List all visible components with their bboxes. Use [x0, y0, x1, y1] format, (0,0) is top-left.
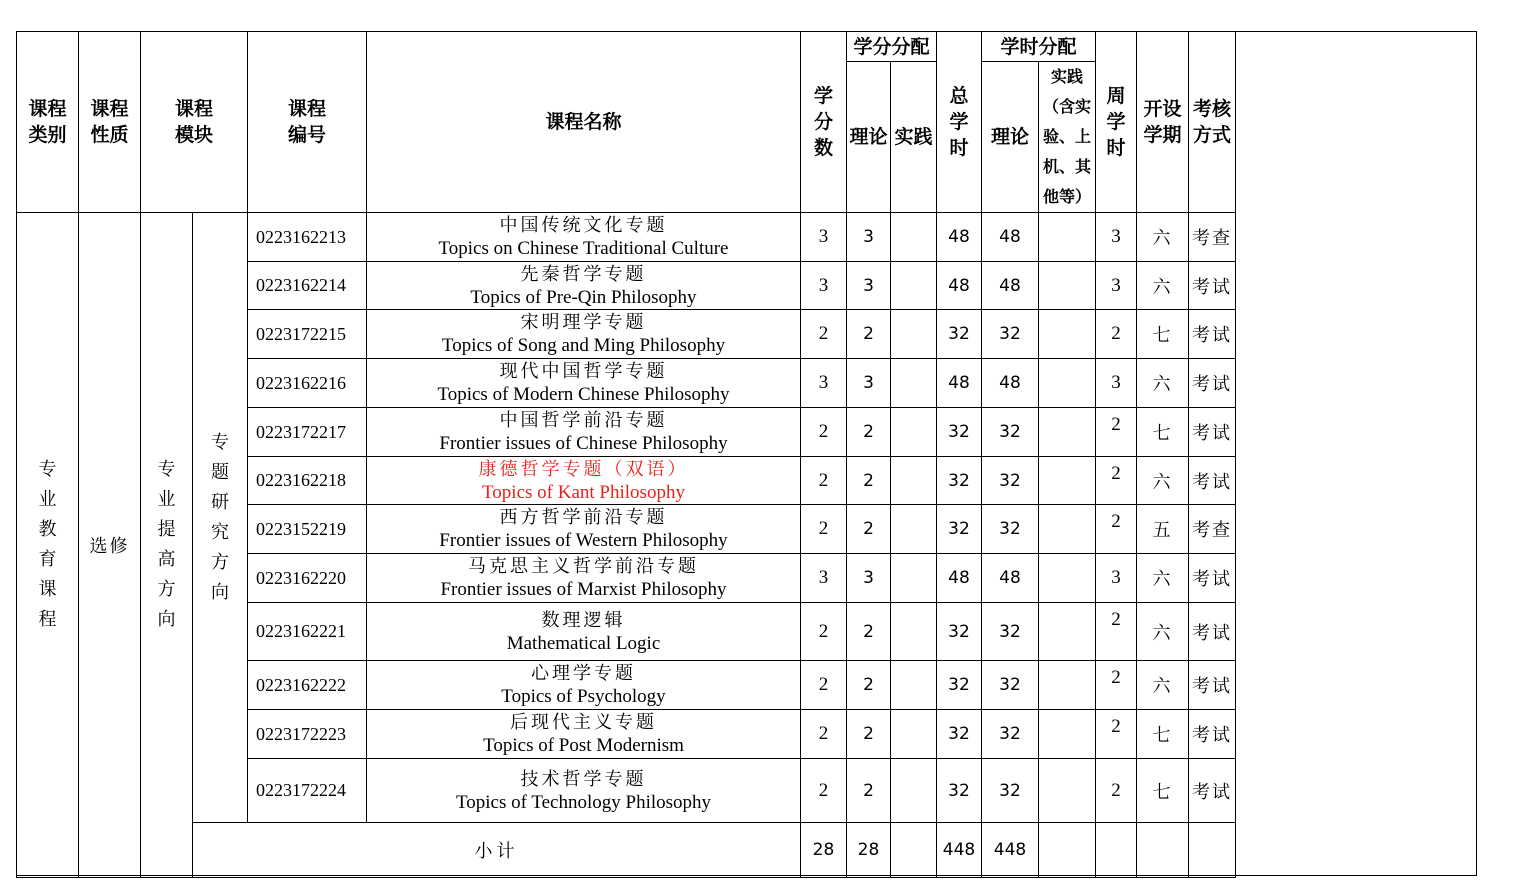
credit-practice-cell [891, 505, 937, 554]
credit-theory-cell: 3 [847, 554, 891, 603]
hours-theory-cell: 32 [982, 505, 1039, 554]
credits-cell: 2 [801, 661, 847, 710]
credits-cell: 2 [801, 759, 847, 823]
exam-cell: 考查 [1189, 505, 1236, 554]
subtotal-row [17, 823, 1236, 878]
hours-theory-cell: 48 [982, 359, 1039, 408]
exam-cell: 考试 [1189, 603, 1236, 661]
credits-cell: 3 [801, 554, 847, 603]
exam-cell: 考查 [1189, 213, 1236, 262]
hours-practice-cell [1039, 710, 1096, 759]
hours-total-cell: 48 [937, 213, 982, 262]
credits-cell: 2 [801, 408, 847, 457]
header-exam: 考核 方式 [1189, 32, 1236, 213]
hours-theory-cell: 48 [982, 213, 1039, 262]
semester-cell: 七 [1137, 408, 1189, 457]
semester-cell: 六 [1137, 603, 1189, 661]
subtotal-weekly [1096, 823, 1137, 878]
header-code: 课程 编号 [248, 32, 367, 213]
hours-theory-cell: 32 [982, 310, 1039, 359]
credit-practice-cell [891, 759, 937, 823]
course-name [367, 457, 801, 505]
exam-cell: 考试 [1189, 457, 1236, 505]
hours-theory-cell: 32 [982, 408, 1039, 457]
hours-theory-cell: 32 [982, 759, 1039, 823]
hours-total-cell: 32 [937, 310, 982, 359]
direction-cell-text: 专 题 研 究 方 向 [211, 431, 229, 603]
header-credit-theory: 理论 [847, 62, 891, 213]
exam-cell: 考试 [1189, 310, 1236, 359]
credit-theory-cell: 3 [847, 213, 891, 262]
hours-practice-cell [1039, 505, 1096, 554]
course-name [367, 359, 801, 408]
course-name [367, 603, 801, 661]
subtotal-semester [1137, 823, 1189, 878]
course-name [367, 554, 801, 603]
credits-cell: 2 [801, 505, 847, 554]
credit-theory-cell: 3 [847, 262, 891, 310]
exam-cell: 考试 [1189, 359, 1236, 408]
credit-practice-cell [891, 408, 937, 457]
course-name-en: Topics of Kant Philosophy [482, 481, 685, 503]
semester-cell: 六 [1137, 359, 1189, 408]
semester-cell: 五 [1137, 505, 1189, 554]
credit-theory-cell: 2 [847, 408, 891, 457]
course-name-cn: 先秦哲学专题 [520, 263, 647, 285]
hours-total-cell: 32 [937, 661, 982, 710]
course-name [367, 505, 801, 554]
header-nature: 课程 性质 [79, 32, 141, 213]
weekly-hours-cell: 2 [1096, 661, 1137, 710]
hours-total-cell: 32 [937, 603, 982, 661]
weekly-hours-cell: 2 [1096, 310, 1137, 359]
credit-theory-cell: 2 [847, 603, 891, 661]
hours-total-cell: 32 [937, 457, 982, 505]
hours-theory-cell: 48 [982, 554, 1039, 603]
module-cell [141, 213, 193, 878]
header-name: 课程名称 [367, 32, 801, 213]
course-name-cn: 西方哲学前沿专题 [499, 507, 668, 528]
course-code: 0223162218 [248, 457, 367, 505]
course-rows [17, 213, 1236, 878]
course-name [367, 213, 801, 262]
header-hours-total: 总 学 时 [937, 32, 982, 213]
exam-cell: 考试 [1189, 408, 1236, 457]
weekly-hours-cell: 2 [1096, 457, 1137, 505]
credit-theory-cell: 2 [847, 759, 891, 823]
course-code: 0223172215 [248, 310, 367, 359]
credit-theory-cell: 2 [847, 661, 891, 710]
subtotal-hours-practice [1039, 823, 1096, 878]
weekly-hours-cell: 3 [1096, 359, 1137, 408]
credits-cell: 2 [801, 603, 847, 661]
credits-cell: 2 [801, 310, 847, 359]
hours-practice-cell [1039, 603, 1096, 661]
hours-theory-cell: 32 [982, 603, 1039, 661]
course-name-cn: 马克思主义哲学前沿专题 [468, 556, 699, 577]
semester-cell: 七 [1137, 759, 1189, 823]
exam-cell: 考试 [1189, 661, 1236, 710]
course-name-cn: 后现代主义专题 [510, 712, 657, 733]
subtotal-credit-practice [891, 823, 937, 878]
hours-practice-cell [1039, 457, 1096, 505]
hours-total-cell: 32 [937, 710, 982, 759]
hours-total-cell: 32 [937, 759, 982, 823]
semester-cell: 七 [1137, 310, 1189, 359]
header-semester: 开设 学期 [1137, 32, 1189, 213]
credits-cell: 3 [801, 213, 847, 262]
semester-cell: 六 [1137, 262, 1189, 310]
course-code: 0223172217 [248, 408, 367, 457]
semester-cell: 七 [1137, 710, 1189, 759]
course-name [367, 408, 801, 457]
credits-cell: 2 [801, 710, 847, 759]
credit-practice-cell [891, 603, 937, 661]
weekly-hours-cell: 2 [1096, 710, 1137, 759]
nature-cell: 选修 [79, 213, 141, 878]
credit-practice-cell [891, 310, 937, 359]
course-name-cn: 心理学专题 [531, 663, 636, 684]
credit-theory-cell: 2 [847, 710, 891, 759]
header-hours-theory: 理论 [982, 62, 1039, 213]
header-weekly: 周 学 时 [1096, 32, 1137, 213]
exam-cell: 考试 [1189, 554, 1236, 603]
credit-practice-cell [891, 554, 937, 603]
course-code: 0223162216 [248, 359, 367, 408]
credit-practice-cell [891, 359, 937, 408]
credit-theory-cell: 2 [847, 505, 891, 554]
course-name [367, 262, 801, 310]
subtotal-hours-total: 448 [937, 823, 982, 878]
exam-cell: 考试 [1189, 710, 1236, 759]
semester-cell: 六 [1137, 661, 1189, 710]
course-name-cn: 中国传统文化专题 [499, 215, 668, 236]
weekly-hours-cell: 3 [1096, 554, 1137, 603]
weekly-hours-cell: 3 [1096, 213, 1137, 262]
hours-total-cell: 32 [937, 408, 982, 457]
course-code: 0223162213 [248, 213, 367, 262]
hours-practice-cell [1039, 262, 1096, 310]
course-code: 0223162222 [248, 661, 367, 710]
credit-theory-cell: 2 [847, 457, 891, 505]
header-module: 课程 模块 [141, 32, 248, 213]
header-hours-split: 学时分配 [982, 32, 1096, 62]
weekly-hours-cell: 2 [1096, 505, 1137, 554]
hours-practice-cell [1039, 759, 1096, 823]
subtotal-exam [1189, 823, 1236, 878]
hours-theory-cell: 32 [982, 457, 1039, 505]
course-name-en: Topics on Chinese Traditional Culture [438, 238, 729, 259]
weekly-hours-cell: 2 [1096, 408, 1137, 457]
header-credits: 学 分 数 [801, 32, 847, 213]
semester-cell: 六 [1137, 554, 1189, 603]
credit-theory-cell: 2 [847, 310, 891, 359]
course-code: 0223162220 [248, 554, 367, 603]
course-name-en: Frontier issues of Chinese Philosophy [439, 433, 728, 454]
course-name [367, 661, 801, 710]
course-name-en: Topics of Psychology [501, 686, 666, 707]
weekly-hours-cell: 3 [1096, 262, 1137, 310]
direction-cell [193, 213, 248, 823]
header-hours-practice: 实践 （含实 验、上 机、其 他等） [1039, 62, 1096, 213]
exam-cell: 考试 [1189, 759, 1236, 823]
course-code: 0223172223 [248, 710, 367, 759]
credits-cell: 3 [801, 359, 847, 408]
course-code: 0223152219 [248, 505, 367, 554]
semester-cell: 六 [1137, 457, 1189, 505]
course-name-cn: 现代中国哲学专题 [499, 361, 668, 382]
course-name-en: Mathematical Logic [506, 632, 661, 654]
semester-cell: 六 [1137, 213, 1189, 262]
course-name-cn: 数理逻辑 [541, 609, 626, 631]
header-category: 课程 类别 [17, 32, 79, 213]
credit-practice-cell [891, 213, 937, 262]
subtotal-credits: 28 [801, 823, 847, 878]
course-code: 0223162221 [248, 603, 367, 661]
module-cell-text: 专 业 提 高 方 向 [157, 459, 176, 630]
course-name [367, 759, 801, 823]
hours-practice-cell [1039, 408, 1096, 457]
exam-cell: 考试 [1189, 262, 1236, 310]
course-name [367, 310, 801, 359]
hours-total-cell: 32 [937, 505, 982, 554]
hours-theory-cell: 32 [982, 661, 1039, 710]
header-credit-split: 学分分配 [847, 32, 937, 62]
credits-cell: 3 [801, 262, 847, 310]
hours-total-cell: 48 [937, 554, 982, 603]
course-table [16, 31, 1236, 878]
credit-practice-cell [891, 710, 937, 759]
hours-practice-cell [1039, 661, 1096, 710]
subtotal-hours-theory: 448 [982, 823, 1039, 878]
course-name-cn: 中国哲学前沿专题 [499, 410, 668, 431]
course-name-en: Topics of Technology Philosophy [455, 791, 712, 813]
hours-total-cell: 48 [937, 262, 982, 310]
category-cell-text: 专 业 教 育 课 程 [38, 459, 57, 630]
course-name-en: Topics of Post Modernism [483, 735, 684, 756]
credit-theory-cell: 3 [847, 359, 891, 408]
course-code: 0223172224 [248, 759, 367, 823]
hours-total-cell: 48 [937, 359, 982, 408]
course-code: 0223162214 [248, 262, 367, 310]
course-name-en: Topics of Modern Chinese Philosophy [437, 384, 730, 405]
credits-cell: 2 [801, 457, 847, 505]
header-credit-practice: 实践 [891, 62, 937, 213]
course-name-en: Topics of Song and Ming Philosophy [441, 335, 726, 356]
course-name-cn: 宋明理学专题 [520, 312, 647, 333]
course-name [367, 710, 801, 759]
course-name-en: Topics of Pre-Qin Philosophy [470, 286, 697, 308]
credit-practice-cell [891, 661, 937, 710]
table-row [17, 213, 1236, 262]
subtotal-credit-theory: 28 [847, 823, 891, 878]
credit-practice-cell [891, 262, 937, 310]
category-cell [17, 213, 79, 878]
course-name-en: Frontier issues of Marxist Philosophy [440, 579, 727, 600]
hours-practice-cell [1039, 213, 1096, 262]
course-name-cn: 康德哲学专题（双语） [478, 458, 689, 480]
hours-practice-cell [1039, 310, 1096, 359]
weekly-hours-cell: 2 [1096, 603, 1137, 661]
credit-practice-cell [891, 457, 937, 505]
hours-theory-cell: 32 [982, 710, 1039, 759]
hours-practice-cell [1039, 554, 1096, 603]
course-name-en: Frontier issues of Western Philosophy [439, 530, 728, 551]
subtotal-label: 小计 [193, 823, 801, 878]
weekly-hours-cell: 2 [1096, 759, 1137, 823]
hours-practice-cell [1039, 359, 1096, 408]
hours-theory-cell: 48 [982, 262, 1039, 310]
course-name-cn: 技术哲学专题 [520, 768, 647, 790]
